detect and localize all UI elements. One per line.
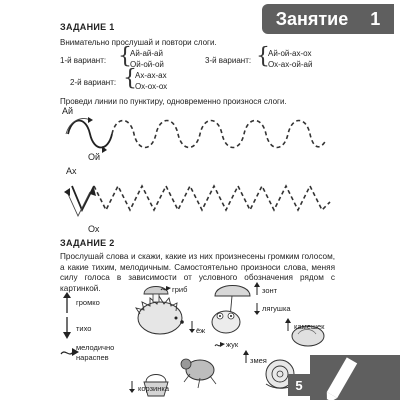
wave-label-bottom: Ой bbox=[88, 152, 101, 162]
variant-3-label: 3-й вариант: bbox=[205, 56, 252, 65]
word-stone: камешек bbox=[294, 322, 325, 331]
legend-quiet: тихо bbox=[76, 324, 92, 333]
zigzag-label-bottom: Ох bbox=[88, 224, 100, 234]
legend-loud: громко bbox=[76, 298, 100, 307]
melodic-arrow-icon bbox=[160, 284, 172, 294]
variant-3-line-1: Ай-ой-ах-ох bbox=[268, 49, 312, 58]
zigzag-label-top: Ах bbox=[66, 166, 77, 176]
variant-1-line-1: Ай-ай-ай bbox=[130, 49, 163, 58]
quiet-arrow-icon bbox=[128, 380, 136, 394]
word-beetle: жук bbox=[226, 340, 239, 349]
variant-2-brace: { bbox=[123, 66, 137, 91]
word-hedgehog: ёж bbox=[196, 326, 206, 335]
task2-title: ЗАДАНИЕ 2 bbox=[60, 238, 115, 248]
zigzag-trace[interactable] bbox=[60, 174, 335, 226]
variant-1-brace: { bbox=[118, 44, 132, 69]
variant-2-line-2: Ох-ох-ох bbox=[135, 82, 168, 91]
loud-arrow-icon bbox=[60, 292, 74, 314]
wave-solid bbox=[68, 121, 112, 148]
variant-1-line-2: Ой-ой-ой bbox=[130, 60, 164, 69]
lesson-number: 1 bbox=[370, 8, 381, 29]
variant-3-brace: { bbox=[256, 44, 270, 69]
frog-icon bbox=[212, 286, 250, 334]
wave-label-top: Ай bbox=[62, 106, 74, 116]
lesson-badge bbox=[262, 4, 394, 34]
arrow-icon bbox=[64, 188, 70, 196]
variant-3-line-2: Ох-ах-ой-ай bbox=[268, 60, 313, 69]
task2-paragraph: Прослушай слова и скажи, какие из них произнесены громким голосом, а какие тихим, мелодичным. Самостоятельно произноси слова, меняя силу голоса в зависимости от условного обозначения рядом с картинкой. bbox=[60, 252, 335, 293]
hedgehog-icon bbox=[136, 296, 184, 334]
loud-arrow-icon bbox=[253, 282, 261, 296]
loud-arrow-icon bbox=[284, 318, 292, 332]
melodic-arrow-icon bbox=[214, 340, 226, 350]
arrow-icon bbox=[88, 117, 93, 123]
corner-block bbox=[310, 355, 400, 400]
legend-melodic: мелодично нараспев bbox=[76, 343, 115, 362]
variant-1-label: 1-й вариант: bbox=[60, 56, 107, 65]
word-snake: змея bbox=[250, 356, 267, 365]
page-number: 5 bbox=[288, 374, 310, 396]
variant-2-line-1: Ах-ах-ах bbox=[135, 71, 167, 80]
wave-trace[interactable] bbox=[60, 112, 330, 157]
word-basket: корзинка bbox=[138, 384, 170, 393]
zigzag-dashed bbox=[94, 186, 330, 210]
task1-instruction: Внимательно прослушай и повтори слоги. bbox=[60, 38, 217, 47]
variant-2-label: 2-й вариант: bbox=[70, 78, 117, 87]
quiet-arrow-icon bbox=[188, 320, 196, 334]
task1-title: ЗАДАНИЕ 1 bbox=[60, 22, 115, 32]
word-mushroom: гриб bbox=[172, 285, 188, 294]
trace-instruction: Проведи линии по пунктиру, одновременно произнося слоги. bbox=[60, 97, 287, 106]
quiet-arrow-icon bbox=[60, 316, 74, 340]
pencil-icon bbox=[310, 355, 400, 400]
wave-dashed bbox=[112, 121, 326, 148]
quiet-arrow-icon bbox=[253, 302, 261, 316]
lesson-label: Занятие bbox=[275, 8, 349, 29]
loud-arrow-icon bbox=[242, 350, 250, 364]
word-frog: лягушка bbox=[262, 304, 291, 313]
beetle-icon bbox=[181, 359, 216, 388]
word-umbrella: зонт bbox=[262, 286, 278, 295]
